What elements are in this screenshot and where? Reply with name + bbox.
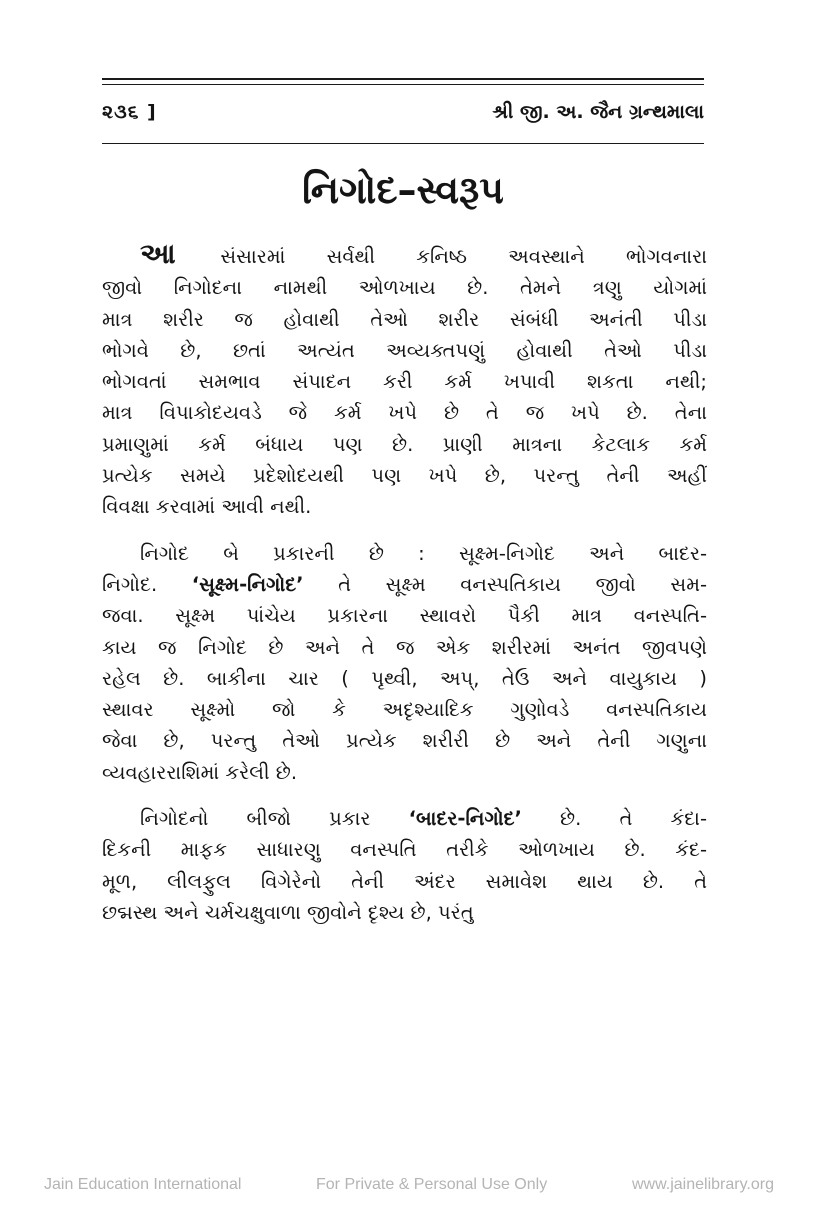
footer-publisher: Jain Education International [44, 1176, 242, 1193]
paragraph-1 [102, 238, 707, 523]
text-line [102, 460, 707, 491]
text-run: દિકની માફક સાધારણુ વનસ્પતિ તરીકે ઓળખાય છે. કંદ- [102, 838, 707, 862]
paragraph-3 [102, 803, 707, 928]
text-run: પ્રમાણુમાં કર્મ બંધાય પણ છે. પ્રાણી માત્રના કેટલાક કર્મ [102, 432, 707, 456]
text-run: પ્રત્યેક સમયે પ્રદેશોદયથી પણ ખપે છે, પરન્તુ તેની અહીં [102, 464, 707, 488]
text-line [102, 304, 707, 335]
text-line [102, 569, 707, 600]
series-title: શ્રી જી. અ. જૈન ગ્રન્થમાલા [492, 101, 704, 123]
text-line [102, 600, 707, 631]
running-header [102, 96, 704, 128]
text-run: વિવક્ષા કરવામાં આવી નથી. [102, 495, 312, 519]
text-run: માત્ર શરીર જ હોવાથી તેઓ શરીર સંબંધી અનંતી પીડા [102, 307, 707, 331]
text-run: છદ્મસ્થ અને ચર્મચક્ષુવાળા જીવોને દૃશ્ય છે, પરંતુ [102, 900, 474, 924]
text-run: જીવો નિગોદના નામથી ઓળખાય છે. તેમને ત્રણુ યોગમાં [102, 276, 707, 300]
paragraph-2 [102, 538, 707, 788]
header-double-rule [102, 78, 704, 85]
text-line [102, 632, 707, 663]
footer-website-link[interactable]: www.jainelibrary.org [632, 1176, 774, 1193]
text-line [102, 803, 707, 834]
text-run: માત્ર વિપાકોદયવડે જે કર્મ ખપે છે તે જ ખપે છે. તેના [102, 401, 707, 425]
emphasized-term: ‘બાદર-નિગોદ’ [408, 807, 522, 831]
text-run: જેવા છે, પરન્તુ તેઓ પ્રત્યેક શરીરી છે અને તેની ગણુના [102, 729, 707, 753]
text-line [102, 491, 707, 522]
text-line [102, 757, 707, 788]
header-rule [102, 143, 704, 144]
page-number: ૨૩૬ ] [102, 101, 157, 123]
text-run: મૂળ, લીલફુલ વિગેરેનો તેની અંદર સમાવેશ થાય છે. તે [102, 869, 707, 893]
text-line [102, 897, 707, 928]
text-run: જવા. સૂક્ષ્મ પાંચેય પ્રકારના સ્થાવરો પૈકી માત્ર વનસ્પતિ- [102, 604, 707, 628]
text-line [102, 238, 707, 272]
emphasized-term: ‘સૂક્ષ્મ-નિગોદ’ [191, 572, 304, 596]
text-line [102, 272, 707, 303]
text-run: સ્થાવર સૂક્ષ્મો જો કે અદૃશ્યાદિક ગુણોવડે વનસ્પતિકાય [102, 698, 707, 722]
chapter-title: નિગોદ–સ્વરૂપ [302, 168, 504, 212]
text-line [102, 694, 707, 725]
text-run: સંસારમાં સર્વથી કનિષ્ઠ અવસ્થાને ભોગવનારા [220, 245, 707, 268]
text-line [102, 366, 707, 397]
footer [0, 1170, 828, 1200]
text-run: નિગોદ બે પ્રકારની છે : સૂક્ષ્મ-નિગોદ અને બાદર- [140, 541, 707, 565]
text-run: નિગોદનો બીજો પ્રકાર [140, 807, 409, 831]
text-run: વ્યવહારરાશિમાં કરેલી છે. [102, 760, 298, 784]
text-line [102, 335, 707, 366]
text-line [102, 663, 707, 694]
text-line [102, 725, 707, 756]
text-run: છે. તે કંદા- [521, 807, 707, 831]
body-text [102, 238, 707, 928]
text-run: રહેલ છે. બાકીના ચાર ( પૃથ્વી, અપ્, તેઉ અને વાયુકાય ) [102, 666, 707, 690]
text-line [102, 866, 707, 897]
text-line [102, 834, 707, 865]
text-run: ભોગવે છે, છતાં અત્યંત અવ્યક્તપણું હોવાથી તેઓ પીડા [102, 338, 707, 362]
text-run: કાય જ નિગોદ છે અને તે જ એક શરીરમાં અનંત જીવપણે [102, 635, 707, 659]
text-line [102, 429, 707, 460]
text-line [102, 538, 707, 569]
text-run: ભોગવતાં સમભાવ સંપાદન કરી કર્મ ખપાવી શકતા નથી; [102, 370, 707, 394]
text-run: તે સૂક્ષ્મ વનસ્પતિકાય જીવો સમ- [303, 572, 708, 596]
dropcap: આ [140, 237, 221, 270]
footer-usage-note: For Private & Personal Use Only [316, 1176, 548, 1193]
text-run: નિગોદ. [102, 572, 192, 596]
text-line [102, 397, 707, 428]
